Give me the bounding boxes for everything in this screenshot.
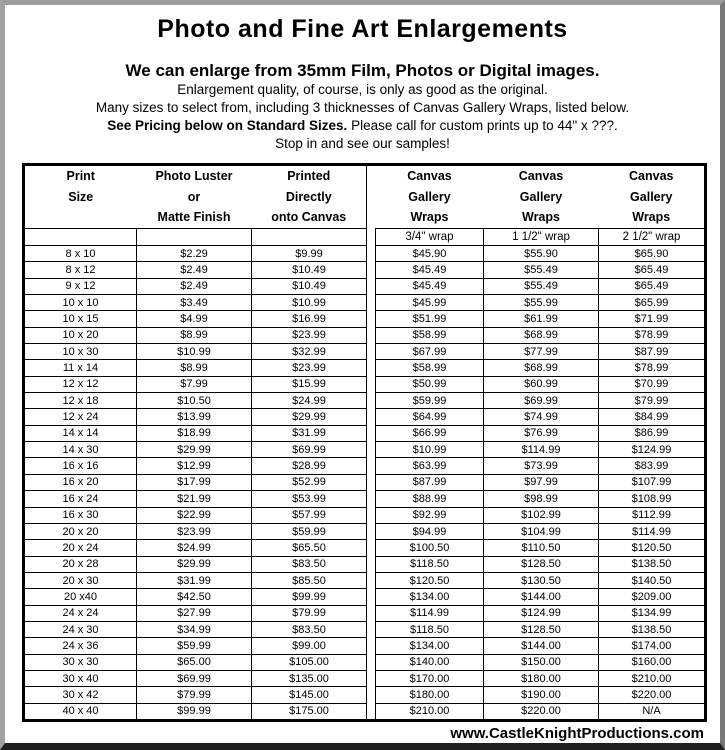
column-gap [367,393,376,409]
price-cell: $64.99 [376,409,484,425]
price-cell: $13.99 [137,409,252,425]
price-cell: $29.99 [137,556,252,572]
price-cell: $120.50 [599,540,706,556]
price-cell: $32.99 [252,344,367,360]
price-cell: N/A [599,703,706,720]
column-gap [367,556,376,572]
price-cell: $99.99 [252,589,367,605]
column-gap [367,229,376,246]
footer-website: www.CastleKnightProductions.com [450,724,704,742]
price-cell: $79.99 [599,393,706,409]
print-size-cell: 20 x 20 [24,523,137,539]
intro-line-pricing-bold: See Pricing below on Standard Sizes. [107,118,348,133]
price-cell: $87.99 [599,344,706,360]
price-cell: $10.49 [252,278,367,294]
price-cell: $68.99 [484,360,599,376]
price-cell: $145.00 [252,687,367,703]
subheader-empty [137,229,252,246]
price-cell: $209.00 [599,589,706,605]
intro-line-pricing-rest: Please call for custom prints up to 44" x ???. [347,118,618,133]
print-size-cell: 12 x 18 [24,393,137,409]
price-cell: $2.49 [137,262,252,278]
table-row [24,540,706,556]
column-gap [367,687,376,703]
price-cell: $170.00 [376,670,484,686]
price-cell: $78.99 [599,360,706,376]
price-cell: $92.99 [376,507,484,523]
table-row [24,278,706,294]
table-row [24,670,706,686]
price-cell: $10.99 [137,344,252,360]
price-cell: $34.99 [137,621,252,637]
price-cell: $9.99 [252,246,367,262]
price-cell: $68.99 [484,327,599,343]
print-size-cell: 30 x 40 [24,670,137,686]
column-gap [367,589,376,605]
table-header-row [24,165,706,229]
price-cell: $83.50 [252,621,367,637]
col-header-wrap-112: Canvas Gallery Wraps [518,169,564,225]
price-cell: $135.00 [252,670,367,686]
print-size-cell: 24 x 36 [24,638,137,654]
table-row [24,638,706,654]
price-cell: $128.50 [484,621,599,637]
price-cell: $42.50 [137,589,252,605]
print-size-cell: 11 x 14 [24,360,137,376]
price-cell: $94.99 [376,523,484,539]
intro-line-samples: Stop in and see our samples! [275,136,450,151]
price-cell: $10.49 [252,262,367,278]
price-cell: $190.00 [484,687,599,703]
column-gap [367,425,376,441]
column-gap [367,442,376,458]
price-cell: $118.50 [376,556,484,572]
price-cell: $104.99 [484,523,599,539]
price-cell: $83.99 [599,458,706,474]
price-cell: $120.50 [376,572,484,588]
price-cell: $85.50 [252,572,367,588]
price-cell: $112.99 [599,507,706,523]
subheader-wrap-size-212: 2 1/2" wrap [599,229,706,246]
price-cell: $2.49 [137,278,252,294]
table-row [24,474,706,490]
price-cell: $114.99 [484,442,599,458]
table-row [24,572,706,588]
price-cell: $134.99 [599,605,706,621]
price-cell: $22.99 [137,507,252,523]
print-size-cell: 30 x 42 [24,687,137,703]
price-cell: $87.99 [376,474,484,490]
price-cell: $4.99 [137,311,252,327]
intro-line-sizes: Many sizes to select from, including 3 thicknesses of Canvas Gallery Wraps, listed below. [95,100,630,115]
price-cell: $55.99 [484,295,599,311]
price-cell: $102.99 [484,507,599,523]
table-row [24,605,706,621]
price-cell: $58.99 [376,327,484,343]
table-row [24,654,706,670]
price-cell: $174.00 [599,638,706,654]
table-row [24,409,706,425]
price-cell: $114.99 [599,523,706,539]
price-cell: $58.99 [376,360,484,376]
price-cell: $105.00 [252,654,367,670]
intro-line-quality: Enlargement quality, of course, is only as good as the original. [177,82,548,97]
price-cell: $130.50 [484,572,599,588]
column-gap [367,344,376,360]
table-row [24,556,706,572]
column-gap [367,638,376,654]
table-row [24,491,706,507]
price-cell: $220.00 [484,703,599,720]
print-size-cell: 8 x 12 [24,262,137,278]
print-size-cell: 20 x 24 [24,540,137,556]
price-cell: $16.99 [252,311,367,327]
price-cell: $12.99 [137,458,252,474]
price-cell: $100.50 [376,540,484,556]
price-cell: $29.99 [137,442,252,458]
column-gap [367,278,376,294]
price-cell: $144.00 [484,638,599,654]
subheader-empty [24,229,137,246]
price-cell: $180.00 [484,670,599,686]
table-row [24,458,706,474]
price-cell: $2.29 [137,246,252,262]
price-cell: $220.00 [599,687,706,703]
print-size-cell: 24 x 24 [24,605,137,621]
price-cell: $77.99 [484,344,599,360]
price-cell: $99.99 [137,703,252,720]
column-gap [367,165,376,229]
price-cell: $99.00 [252,638,367,654]
column-gap [367,491,376,507]
price-cell: $18.99 [137,425,252,441]
price-cell: $8.99 [137,360,252,376]
price-cell: $210.00 [376,703,484,720]
price-cell: $55.49 [484,262,599,278]
table-row [24,425,706,441]
price-cell: $51.99 [376,311,484,327]
price-cell: $10.50 [137,393,252,409]
price-cell: $114.99 [376,605,484,621]
price-cell: $65.50 [252,540,367,556]
print-size-cell: 14 x 30 [24,442,137,458]
subheader-wrap-size-112: 1 1/2" wrap [484,229,599,246]
price-cell: $79.99 [137,687,252,703]
print-size-cell: 14 x 14 [24,425,137,441]
price-cell: $128.50 [484,556,599,572]
price-cell: $78.99 [599,327,706,343]
column-gap [367,458,376,474]
column-gap [367,654,376,670]
price-cell: $24.99 [252,393,367,409]
price-cell: $73.99 [484,458,599,474]
price-cell: $45.90 [376,246,484,262]
price-cell: $57.99 [252,507,367,523]
print-size-cell: 9 x 12 [24,278,137,294]
price-cell: $59.99 [137,638,252,654]
price-cell: $150.00 [484,654,599,670]
print-size-cell: 30 x 30 [24,654,137,670]
price-cell: $175.00 [252,703,367,720]
table-row [24,360,706,376]
table-row [24,687,706,703]
col-header-printed-canvas: Printed Directly onto Canvas [271,169,347,225]
price-cell: $69.99 [484,393,599,409]
price-cell: $210.00 [599,670,706,686]
col-header-print-size: Print Size [66,169,95,204]
column-gap [367,409,376,425]
price-cell: $59.99 [252,523,367,539]
price-cell: $71.99 [599,311,706,327]
price-cell: $134.00 [376,589,484,605]
price-cell: $23.99 [252,327,367,343]
table-row [24,442,706,458]
price-cell: $138.50 [599,556,706,572]
price-cell: $70.99 [599,376,706,392]
price-cell: $84.99 [599,409,706,425]
print-size-cell: 10 x 15 [24,311,137,327]
table-row [24,703,706,720]
column-gap [367,474,376,490]
column-gap [367,621,376,637]
table-row [24,246,706,262]
price-cell: $65.00 [137,654,252,670]
price-cell: $53.99 [252,491,367,507]
price-cell: $144.00 [484,589,599,605]
column-gap [367,327,376,343]
price-cell: $160.00 [599,654,706,670]
print-size-cell: 12 x 12 [24,376,137,392]
price-cell: $8.99 [137,327,252,343]
price-cell: $31.99 [252,425,367,441]
price-cell: $107.99 [599,474,706,490]
price-cell: $65.49 [599,262,706,278]
price-cell: $45.49 [376,262,484,278]
print-size-cell: 12 x 24 [24,409,137,425]
table-row [24,344,706,360]
price-cell: $52.99 [252,474,367,490]
pricing-table [22,163,707,722]
price-cell: $24.99 [137,540,252,556]
price-cell: $45.49 [376,278,484,294]
price-cell: $67.99 [376,344,484,360]
price-cell: $69.99 [137,670,252,686]
price-cell: $10.99 [376,442,484,458]
price-cell: $118.50 [376,621,484,637]
table-row [24,393,706,409]
print-size-cell: 40 x 40 [24,703,137,720]
price-cell: $76.99 [484,425,599,441]
table-row [24,523,706,539]
price-cell: $74.99 [484,409,599,425]
price-cell: $15.99 [252,376,367,392]
price-cell: $21.99 [137,491,252,507]
price-cell: $83.50 [252,556,367,572]
price-cell: $55.49 [484,278,599,294]
print-size-cell: 10 x 30 [24,344,137,360]
price-cell: $45.99 [376,295,484,311]
price-cell: $10.99 [252,295,367,311]
column-gap [367,572,376,588]
column-gap [367,703,376,720]
table-row [24,507,706,523]
column-gap [367,295,376,311]
price-cell: $17.99 [137,474,252,490]
price-cell: $140.50 [599,572,706,588]
column-gap [367,376,376,392]
price-cell: $65.90 [599,246,706,262]
price-cell: $28.99 [252,458,367,474]
price-cell: $108.99 [599,491,706,507]
price-cell: $3.49 [137,295,252,311]
price-cell: $86.99 [599,425,706,441]
print-size-cell: 24 x 30 [24,621,137,637]
column-gap [367,670,376,686]
table-row [24,327,706,343]
column-gap [367,360,376,376]
price-cell: $31.99 [137,572,252,588]
price-cell: $110.50 [484,540,599,556]
print-size-cell: 16 x 16 [24,458,137,474]
price-cell: $55.90 [484,246,599,262]
price-cell: $88.99 [376,491,484,507]
price-cell: $65.99 [599,295,706,311]
table-subheader-row [24,229,706,246]
price-cell: $23.99 [252,360,367,376]
price-cell: $79.99 [252,605,367,621]
page-title: Photo and Fine Art Enlargements [157,15,568,43]
price-cell: $23.99 [137,523,252,539]
price-cell: $134.00 [376,638,484,654]
print-size-cell: 16 x 20 [24,474,137,490]
price-cell: $69.99 [252,442,367,458]
column-gap [367,523,376,539]
print-size-cell: 8 x 10 [24,246,137,262]
column-gap [367,246,376,262]
column-gap [367,507,376,523]
price-cell: $7.99 [137,376,252,392]
table-row [24,589,706,605]
column-gap [367,311,376,327]
intro-subtitle: We can enlarge from 35mm Film, Photos or Digital images. [125,61,600,80]
table-row [24,376,706,392]
print-size-cell: 10 x 10 [24,295,137,311]
price-cell: $59.99 [376,393,484,409]
column-gap [367,605,376,621]
print-size-cell: 16 x 24 [24,491,137,507]
table-row [24,295,706,311]
price-cell: $66.99 [376,425,484,441]
price-cell: $27.99 [137,605,252,621]
table-row [24,262,706,278]
price-cell: $140.00 [376,654,484,670]
price-cell: $124.99 [599,442,706,458]
table-row [24,621,706,637]
price-cell: $60.99 [484,376,599,392]
column-gap [367,262,376,278]
price-cell: $138.50 [599,621,706,637]
subheader-empty [252,229,367,246]
table-row [24,311,706,327]
price-cell: $97.99 [484,474,599,490]
print-size-cell: 16 x 30 [24,507,137,523]
price-cell: $65.49 [599,278,706,294]
price-cell: $124.99 [484,605,599,621]
col-header-photo-luster: Photo Luster or Matte Finish [155,169,233,225]
print-size-cell: 20 x 28 [24,556,137,572]
column-gap [367,540,376,556]
price-cell: $180.00 [376,687,484,703]
print-size-cell: 20 x40 [24,589,137,605]
price-cell: $98.99 [484,491,599,507]
price-cell: $61.99 [484,311,599,327]
col-header-wrap-34: Canvas Gallery Wraps [407,169,452,225]
col-header-wrap-212: Canvas Gallery Wraps [629,169,674,225]
intro-line-pricing [5,117,720,135]
print-size-cell: 20 x 30 [24,572,137,588]
price-cell: $63.99 [376,458,484,474]
price-cell: $50.99 [376,376,484,392]
subheader-wrap-size-34: 3/4" wrap [376,229,484,246]
price-cell: $29.99 [252,409,367,425]
print-size-cell: 10 x 20 [24,327,137,343]
